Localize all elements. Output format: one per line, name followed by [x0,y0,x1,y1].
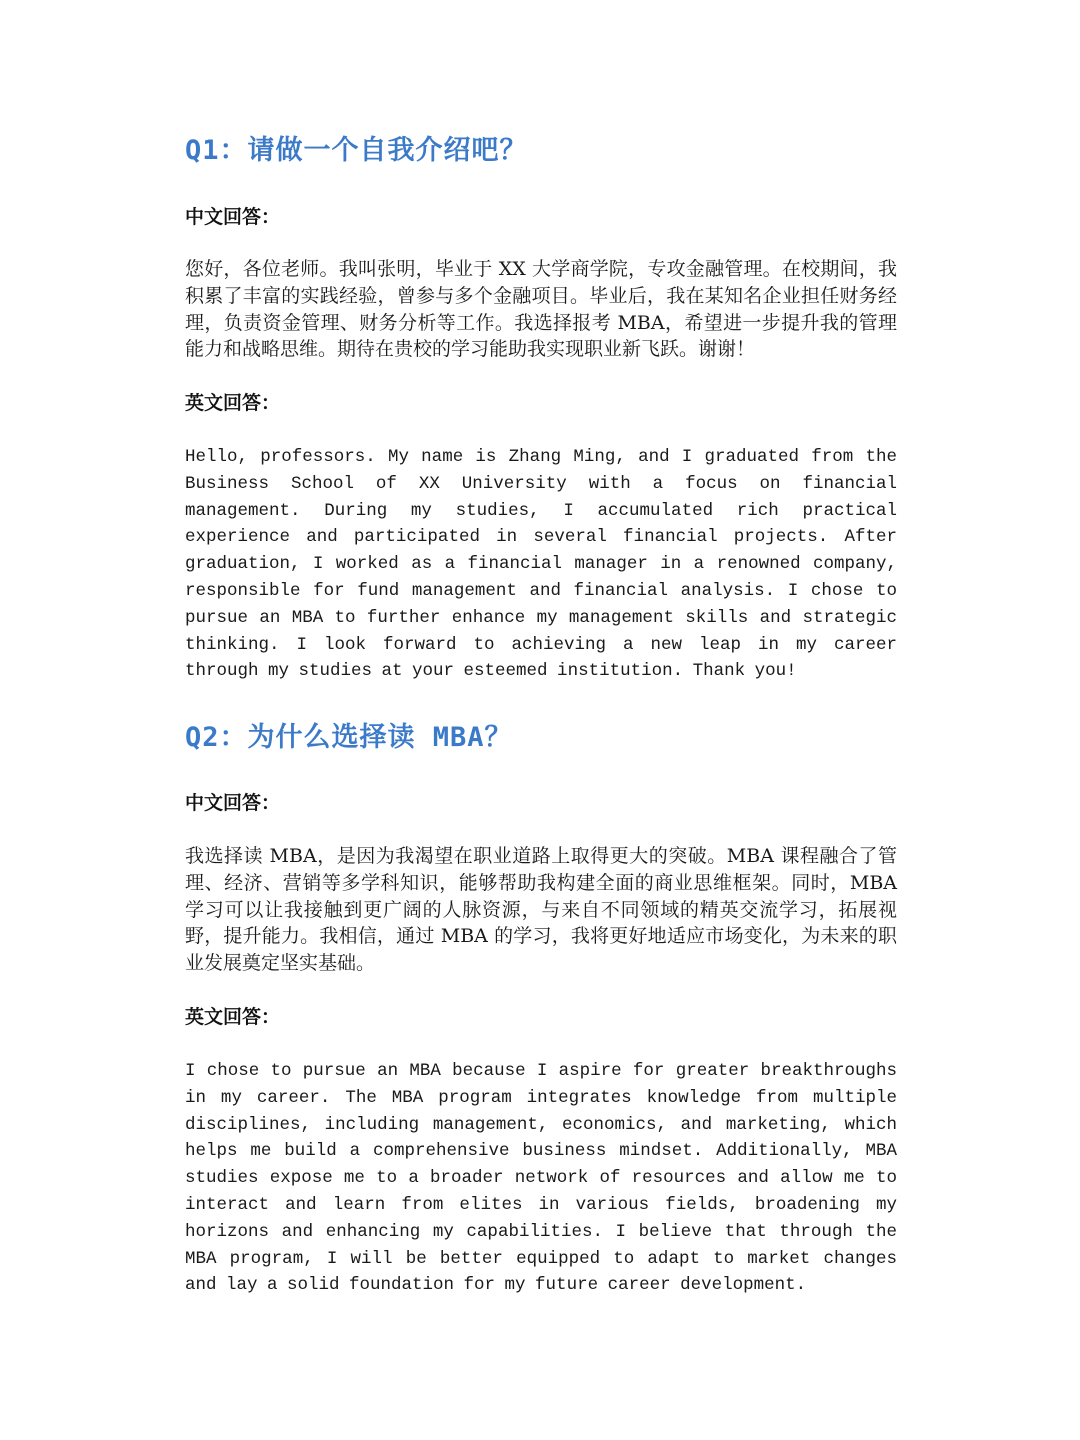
question-1-english-answer: Hello, professors. My name is Zhang Ming, and I graduated from the Business School of XX University with a focus on financial management. During my studies, I accumulated rich practical experience and participated in several financial projects. After graduation, I worked as a financial manager in a renowned company, responsible for fund management and financial analysis. I chose to pursue an MBA to further enhance my management skills and strategic thinking. I look forward to achieving a new leap in my career through my studies at your esteemed institution. Thank you! [185,447,897,682]
question-2-english-answer: I chose to pursue an MBA because I aspire for greater breakthroughs in my career. The MBA program integrates knowledge from multiple disciplines, including management, economics, and marketing, which helps me build a comprehensive business mindset. Additionally, MBA studies expose me to a broader network of resources and allow me to interact and learn from elites in various fields, broadening my horizons and enhancing my capabilities. I believe that through the MBA program, I will be better equipped to adapt to market changes and lay a solid foundation for my future career development. [185,1061,897,1296]
question-1-english-label: 英文回答： [185,392,281,414]
question-2-chinese-answer: 我选择读 MBA，是因为我渴望在职业道路上取得更大的突破。MBA 课程融合了管理、经济、营销等多学科知识，能够帮助我构建全面的商业思维框架。同时，MBA 学习可以让我接触到更广阔的人脉资源，与来自不同领域的精英交流学习，拓展视野，提升能力。我相信，通过 MBA 的学习，我将更好地适应市场变化，为未来的职业发展奠定坚实基础。 [185,845,897,975]
question-1-chinese-label: 中文回答： [185,206,281,228]
question-2-english-label: 英文回答： [185,1006,281,1028]
question-2-heading: Q2：为什么选择读 MBA？ [185,722,513,753]
question-2-chinese-label: 中文回答： [185,792,281,814]
question-1-chinese-answer: 您好，各位老师。我叫张明，毕业于 XX 大学商学院，专攻金融管理。在校期间，我积累了丰富的实践经验，曾参与多个金融项目。毕业后，我在某知名企业担任财务经理，负责资金管理、财务分析等工作。我选择报考 MBA，希望进一步提升我的管理能力和战略思维。期待在贵校的学习能助我实现职业新飞跃。谢谢！ [185,258,897,361]
question-1-heading: Q1：请做一个自我介绍吧？ [185,135,528,166]
